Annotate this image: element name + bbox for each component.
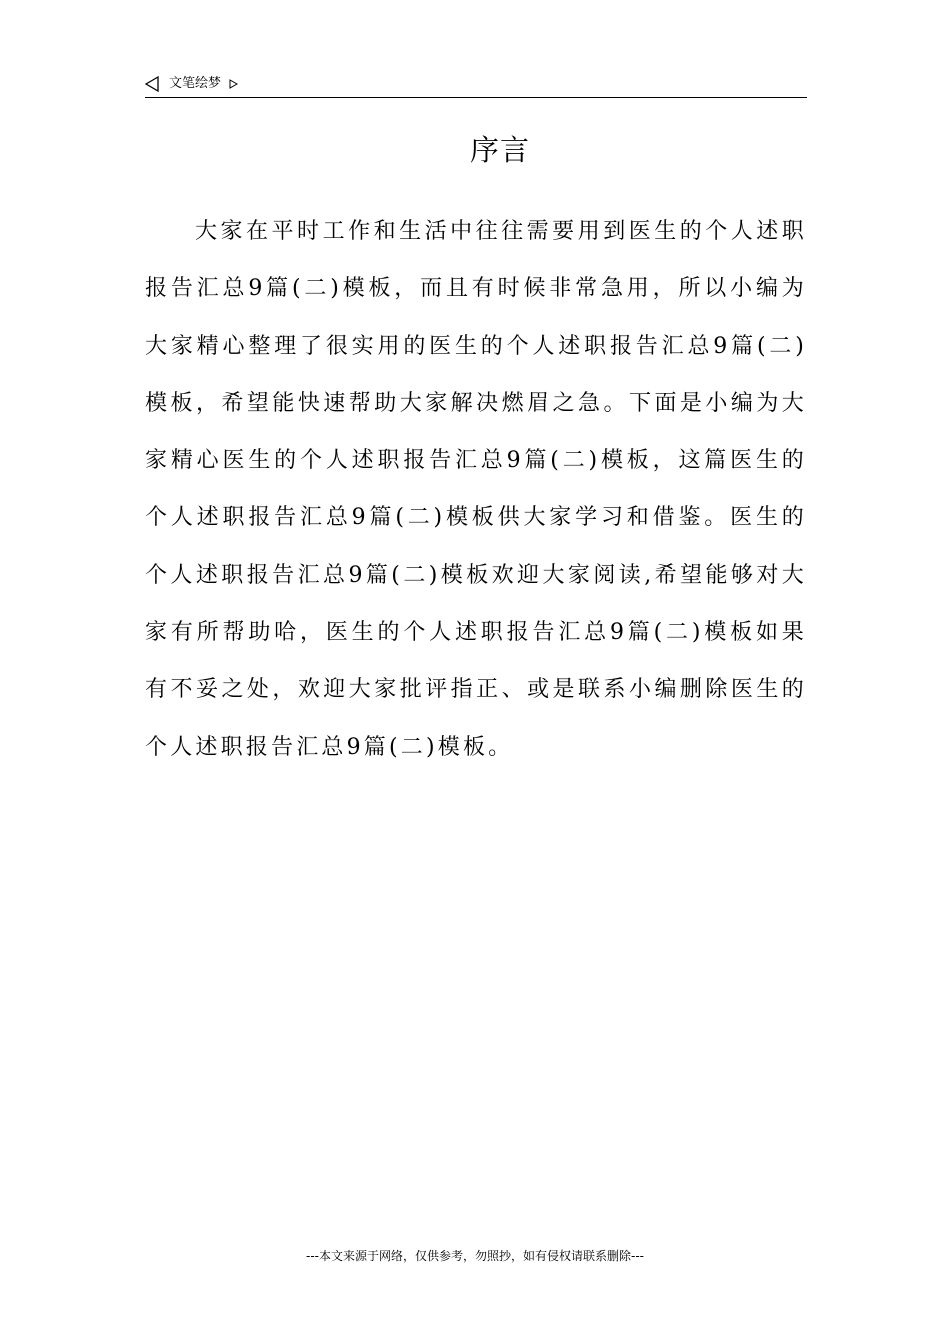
- header-brand: 文笔绘梦: [169, 76, 222, 91]
- body-paragraph: 大家在平时工作和生活中往往需要用到医生的个人述职报告汇总9篇(二)模板，而且有时候非常急用，所以小编为大家精心整理了很实用的医生的个人述职报告汇总9篇(二)模板，希望能快速帮助大家解决燃眉之急。下面是小编为大家精心医生的个人述职报告汇总9篇(二)模板，这篇医生的个人述职报告汇总9篇(二)模板供大家学习和借鉴。医生的个人述职报告汇总9篇(二)模板欢迎大家阅读,希望能够对大家有所帮助哈，医生的个人述职报告汇总9篇(二)模板如果有不妥之处，欢迎大家批评指正、或是联系小编删除医生的个人述职报告汇总9篇(二)模板。: [145, 219, 807, 760]
- header-rule: [145, 97, 807, 98]
- page-title: 序言: [469, 133, 530, 167]
- page-header: [145, 74, 807, 98]
- footer-notice: ---本文来源于网络，仅供参考，勿照抄，如有侵权请联系删除---: [306, 1249, 644, 1263]
- triangle-right-icon: [229, 79, 238, 89]
